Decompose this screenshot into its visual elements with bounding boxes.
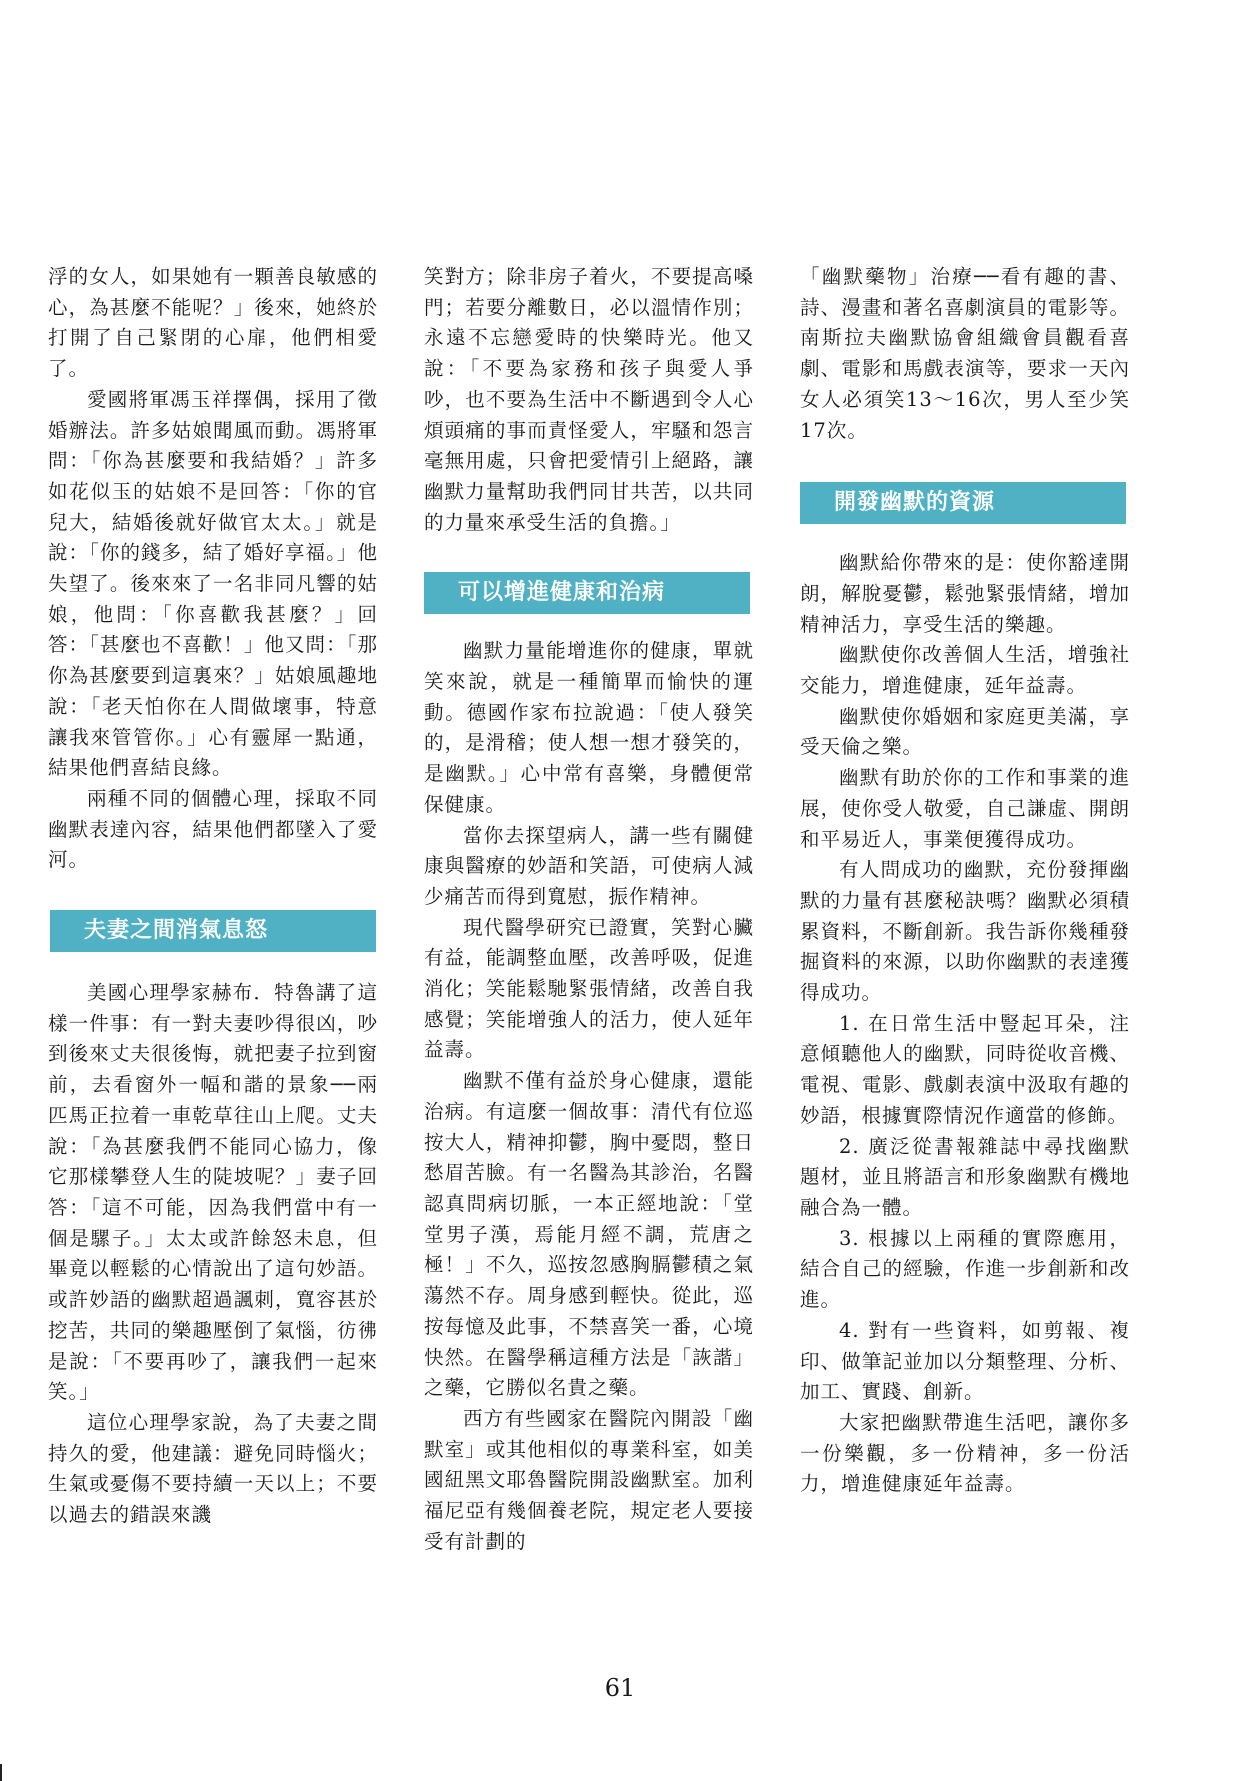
list-item: 1. 在日常生活中豎起耳朵，注意傾聽他人的幽默，同時從收音機、電視、電影、戲劇表演中汲取有趣的妙語，根據實際情況作適當的修飾。 — [800, 1011, 1130, 1127]
list-item: 2. 廣泛從書報雜誌中尋找幽默題材，並且將語言和形象幽默有機地融合為一體。 — [800, 1134, 1130, 1219]
section-heading: 可以增進健康和治病 — [424, 572, 750, 614]
paragraph: 幽默有助於你的工作和事業的進展，使你受人敬愛，自己謙虛、開朗和平易近人，事業便獲得成功。 — [800, 766, 1130, 851]
list-item: 3. 根據以上兩種的實際應用，結合自己的經驗，作進一步創新和改進。 — [800, 1226, 1130, 1312]
scan-edge-mark — [0, 1764, 2, 1781]
paragraph: 兩種不同的個體心理，採取不同幽默表達內容，結果他們都墜入了愛河。 — [48, 786, 378, 872]
list-item: 4. 對有一些資料，如剪報、複印、做筆記並加以分類整理、分析、加工、實踐、創新。 — [800, 1318, 1130, 1404]
page-number: 61 — [604, 1674, 636, 1702]
paragraph: 美國心理學家赫布．特魯講了這樣一件事：有一對夫妻吵得很凶，吵到後來丈夫很後悔，就把妻子拉到窗前，去看窗外一幅和諧的景象──兩匹馬正拉着一車乾草往山上爬。丈夫說：「為甚麼我們不能同心協力，像它那樣攀登人生的陡坡呢？」妻子回答：「這不可能，因為我們當中有一個是騾子。」太太或許餘怒未息，但畢竟以輕鬆的心情說出了這句妙語。或許妙語的幽默超過諷刺，寬容甚於挖苦，共同的樂趣壓倒了氣惱，彷彿是說：「不要再吵了，讓我們一起來笑。」 — [48, 981, 378, 1404]
column-2 — [424, 262, 754, 1557]
paragraph: 幽默使你婚姻和家庭更美滿，享受天倫之樂。 — [800, 704, 1130, 759]
paragraph: 幽默使你改善個人生活，增強社交能力，增進健康，延年益壽。 — [800, 643, 1130, 698]
section-heading: 開發幽默的資源 — [800, 482, 1126, 524]
paragraph: 幽默給你帶來的是：使你豁達開朗，解脫憂鬱，鬆弛緊張情緒，增加精神活力，享受生活的樂趣。 — [800, 551, 1130, 636]
paragraph: 愛國將軍馮玉祥擇偶，採用了徵婚辦法。許多姑娘聞風而動。馮將軍問：「你為甚麼要和我結婚？」許多如花似玉的姑娘不是回答：「你的官兒大，結婚後就好做官太太。」就是說：「你的錢多，結了婚好享福。」他失望了。後來來了一名非同凡響的姑娘，他問：「你喜歡我甚麼？」回答：「甚麼也不喜歡！」他又問：「那你為甚麼要到這裏來？」姑娘風趣地說：「老天怕你在人間做壞事，特意讓我來管管你。」心有靈犀一點通，結果他們喜結良緣。 — [48, 387, 378, 780]
paragraph: 幽默不僅有益於身心健康，還能治病。有這麼一個故事：清代有位巡按大人，精神抑鬱，胸中憂悶，整日愁眉苦臉。有一名醫為其診治，名醫認真問病切脈，一本正經地說：「堂堂男子漢，焉能月經不調，荒唐之極！」不久，巡按忽感胸膈鬱積之氣蕩然不存。周身感到輕快。從此，巡按每憶及此事，不禁喜笑一番，心境快然。在醫學稱這種方法是「詼諧」之藥，它勝似名貴之藥。 — [424, 1069, 754, 1400]
paragraph: 「幽默藥物」治療──看有趣的書、詩、漫畫和著名喜劇演員的電影等。南斯拉夫幽默協會組織會員觀看喜劇、電影和馬戲表演等，要求一天內女人必須笑13～16次，男人至少笑17次。 — [800, 265, 1130, 442]
paragraph: 幽默力量能增進你的健康，單就笑來說，就是一種簡單而愉快的運動。德國作家布拉說過：「使人發笑的，是滑稽；使人想一想才發笑的，是幽默。」心中常有喜樂，身體便常保健康。 — [424, 639, 754, 816]
column-1 — [48, 262, 378, 1531]
paragraph: 有人問成功的幽默，充份發揮幽默的力量有甚麼秘訣嗎？幽默必須積累資料，不斷創新。我告訴你幾種發掘資料的來源，以助你幽默的表達獲得成功。 — [800, 858, 1130, 1005]
paragraph: 現代醫學研究已證實，笑對心臟有益，能調整血壓，改善呼吸，促進消化；笑能鬆馳緊張情緒，改善自我感覺；笑能增強人的活力，使人延年益壽。 — [424, 915, 754, 1062]
paragraph: 大家把幽默帶進生活吧，讓你多一份樂觀，多一份精神，多一份活力，增進健康延年益壽。 — [800, 1410, 1130, 1496]
paragraph: 這位心理學家說，為了夫妻之間持久的愛，他建議：避免同時惱火；生氣或憂傷不要持續一天以上；不要以過去的錯誤來譏 — [48, 1410, 378, 1527]
paragraph: 當你去探望病人，講一些有關健康與醫療的妙語和笑語，可使病人減少痛苦而得到寬慰，振作精神。 — [424, 823, 754, 908]
column-3 — [800, 262, 1130, 1500]
section-heading: 夫妻之間消氣息怒 — [50, 910, 376, 952]
paragraph: 西方有些國家在醫院內開設「幽默室」或其他相似的專業科室，如美國紐黑文耶魯醫院開設幽默室。加利福尼亞有幾個養老院，規定老人要接受有計劃的 — [424, 1406, 754, 1553]
paragraph: 浮的女人，如果她有一顆善良敏感的心，為甚麼不能呢？」後來，她終於打開了自己緊閉的心扉，他們相愛了。 — [48, 265, 378, 381]
paragraph: 笑對方；除非房子着火，不要提高嗓門；若要分離數日，必以溫情作別；永遠不忘戀愛時的快樂時光。他又說：「不要為家務和孩子與愛人爭吵，也不要為生活中不斷遇到令人心煩頭痛的事而責怪愛人，牢騷和怨言毫無用處，只會把愛情引上絕路，讓幽默力量幫助我們同甘共苦，以共同的力量來承受生活的負擔。」 — [424, 265, 754, 534]
